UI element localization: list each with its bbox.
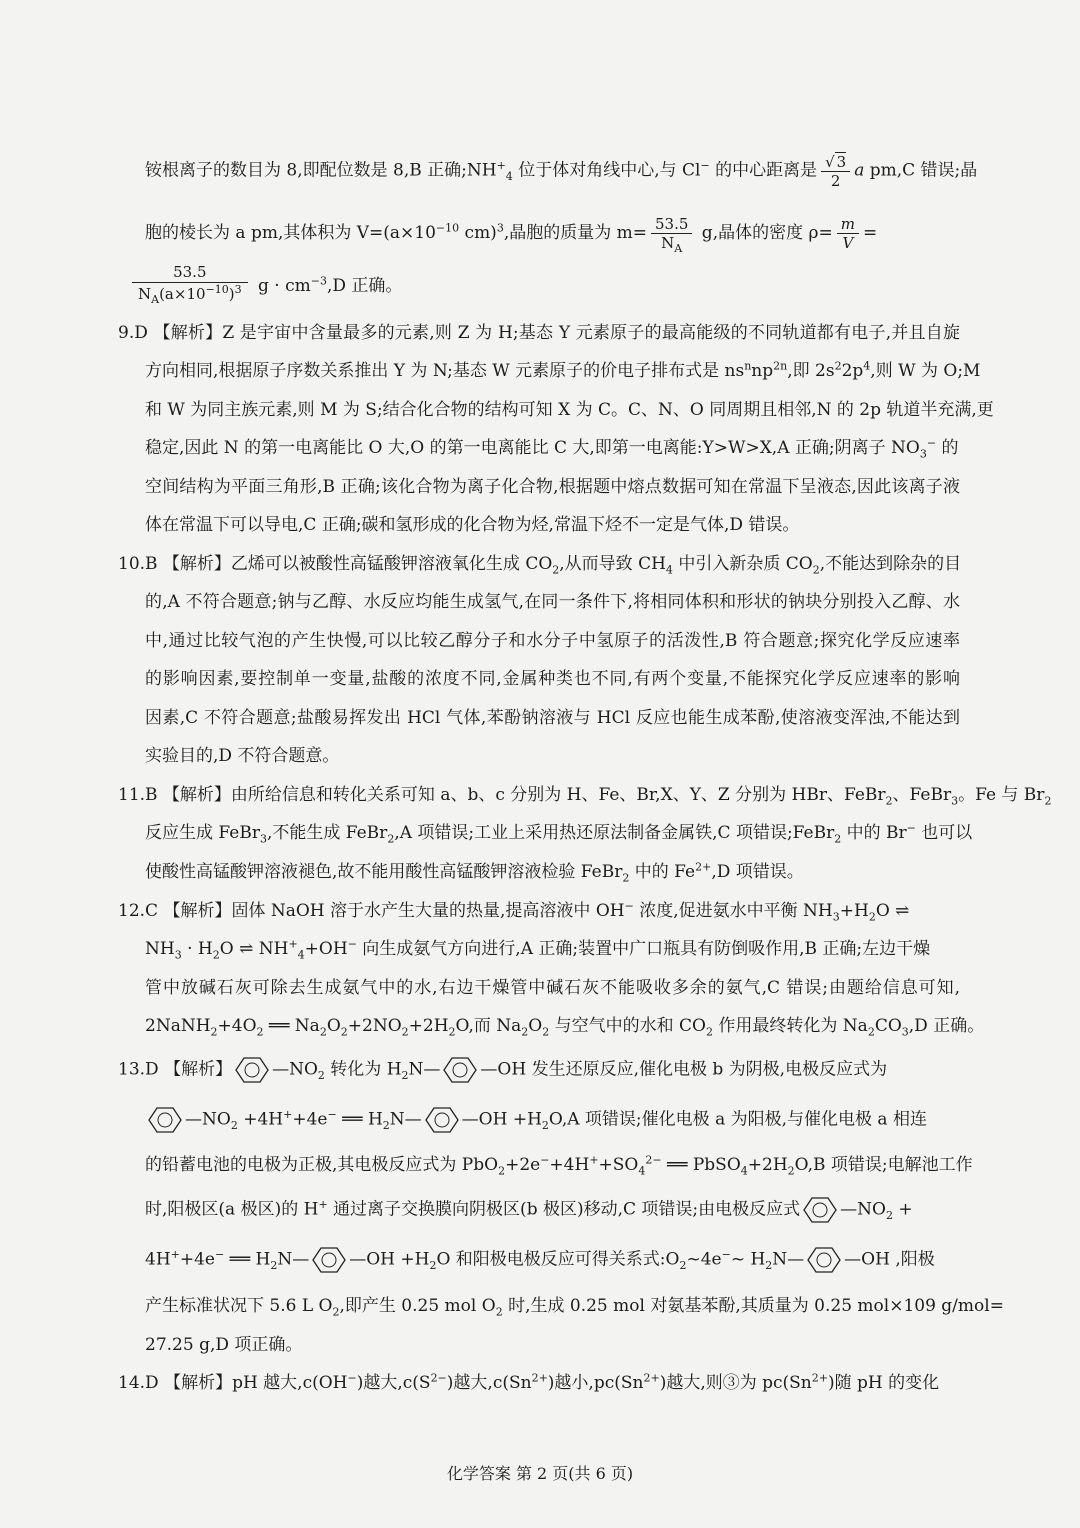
text: 稳定,因此 N 的第一电离能比 O 大,O 的第一电离能比 C 大,即第一电离能:Y>W>X,A 正确;阴离子 NO	[145, 438, 920, 458]
text: 位于体对角线中心,与 Cl	[512, 160, 701, 181]
q12-line-3	[145, 977, 960, 999]
text: 管中放碱石灰可除去生成氨气中的水,右边干燥管中碱石灰不能吸收多余的氨气,C 错误;由题给信息可知,	[145, 978, 960, 998]
text: 11.B 【解析】由所给信息和转化关系可知 a、b、c 分别为 H、Fe、Br,X、Y、Z 分别为 HBr、FeBr	[118, 785, 886, 805]
text: O,B 项错误;电解池工作	[794, 1155, 973, 1175]
q10-line-5	[145, 707, 960, 729]
text: g,晶体的密度 ρ=	[696, 223, 833, 243]
text: 中的 Fe	[629, 862, 696, 882]
text: 中的 Br	[841, 823, 907, 843]
q13-line-6: 产生标准状况下 5.6 L $O_2$,即产生 0.25 mol $O_2$ 时,生成 0.25 mol 对氨基苯酚,其质量为 0.25 mol×109 g/mol=	[145, 1296, 1004, 1319]
text: 的,A 不符合题意;钠与乙醇、水反应均能生成氢气,在同一条件下,将相同体积和形状的钠块分别投入乙醇、水	[145, 592, 960, 612]
text: )越大,c(S	[356, 1373, 431, 1393]
text: 也可以	[915, 823, 973, 843]
text: N—	[389, 1109, 422, 1130]
text: —OH +H	[461, 1109, 542, 1130]
text: 的铅蓄电池的电极为正极,其电极反应式为 PbO	[145, 1155, 499, 1175]
text: —OH +H	[349, 1249, 430, 1270]
text: O,而 Na	[455, 1016, 522, 1036]
text: np	[751, 361, 774, 381]
text: +OH	[304, 939, 348, 959]
text: g · cm	[258, 276, 311, 296]
text: +4e	[292, 1109, 328, 1130]
text: pm,C 错误;晶	[864, 160, 978, 181]
text: cm)	[459, 223, 497, 243]
text: O ⇌	[875, 901, 910, 921]
text: =	[862, 223, 878, 243]
text: 反应生成 FeBr	[145, 823, 260, 843]
text: N—	[408, 1059, 441, 1080]
text: +2e	[505, 1155, 541, 1175]
text: +2NO	[347, 1016, 402, 1036]
text: 14.D 【解析】pH 越大,c(OH	[118, 1373, 348, 1393]
text: )越小,pc(Sn	[547, 1373, 644, 1393]
text: N—	[277, 1249, 310, 1270]
q14-line-1: 14.D 【解析】pH 越大,c(OH−)越大$,c(S^{2-})$越大$,c(Sn^{2+})$越小$,pc(Sn^{2+})$越大,则③为 $pc(Sn^{2+})$随 pH 的变化	[118, 1371, 940, 1393]
benzene-ring-icon	[147, 1106, 183, 1134]
benzene-ring-icon	[442, 1056, 478, 1084]
text: 和 W 为同主族元素,则 M 为 S;结合化合物的结构可知 X 为 C。C、N、O 同周期且相邻,N 的 2p 轨道半充满,更	[145, 400, 994, 420]
q9-line-2: 方向相同,根据原子序数关系推出 Y 为 N;基态 W 元素原子的价电子排布式是 $ns^nnp^{2n}$,即 $2s^22p^4$,则 W 为 O;M	[145, 359, 981, 381]
denominator: $N_A(a\times 10^{-10})^3$	[138, 283, 242, 306]
density-fraction: $\frac{m}{V}$	[837, 215, 859, 252]
text: CO	[874, 1016, 902, 1036]
text: 4H	[145, 1249, 171, 1270]
sqrt3-over-2: $\frac{√ 3}{2}$	[821, 152, 850, 190]
text: 12.C 【解析】固体 NaOH 溶于水产生大量的热量,提高溶液中 OH	[118, 901, 625, 921]
q9-line-6	[145, 514, 960, 536]
text: O ⇌ NH	[219, 939, 289, 959]
text: 的中心距离是	[709, 160, 818, 181]
text: ══ H	[336, 1109, 383, 1130]
q9-line-1	[118, 322, 960, 344]
text: +2H	[747, 1155, 788, 1175]
text: ══ Na	[263, 1016, 320, 1036]
density-result-fraction	[132, 262, 248, 305]
q12-line-4: $2NaNH_2+4O_2$ ══ $Na_2O_2+2NO_2+2H_2O$,而 $Na_2O_2$ 与空气中的水和 $CO_2$ 作用最终转化为 $Na_2CO_3,D$ 正确。	[145, 1016, 985, 1039]
text: 中,通过比较气泡的产生快慢,可以比较乙醇分子和水分子中氢原子的活泼性,B 符合题意;探究化学反应速率	[145, 631, 960, 651]
benzene-ring-icon	[806, 1246, 842, 1274]
text: ══ H	[224, 1249, 271, 1270]
text: ~4e	[686, 1249, 722, 1270]
text: ,A 项错误;工业上采用热还原法制备金属铁,C 项错误;FeBr	[394, 823, 835, 843]
text: )越大,则③为 pc(Sn	[659, 1373, 812, 1393]
text: N—	[772, 1249, 805, 1270]
text: ,即 2s	[787, 361, 835, 381]
text: ,不能达到除杂的目	[819, 554, 962, 574]
text: 时,生成 0.25 mol 对氨基苯酚,其质量为 0.25 mol×109 g/mol=	[502, 1296, 1004, 1316]
q11-line-2: 反应生成 FeBr$_3$,不能生成 FeBr$_2$,A 项错误;工业上采用热还原法制备金属铁,C 项错误;FeBr$_2$ 中的 Br− 也可以	[145, 821, 973, 846]
q13-line-7	[145, 1334, 960, 1356]
text: +4H	[549, 1155, 590, 1175]
benzene-ring-icon	[311, 1246, 347, 1274]
text: +4O	[217, 1016, 257, 1036]
benzene-ring-icon	[802, 1196, 838, 1224]
text: ~ H	[730, 1249, 766, 1270]
text: NH	[145, 939, 175, 959]
text: ══ PbSO	[661, 1155, 741, 1175]
text: 的影响因素,要控制单一变量,盐酸的浓度不同,金属种类也不同,有两个变量,不能探究化学反应速率的影响	[145, 669, 960, 689]
text: 实验目的,D 不符合题意。	[145, 746, 340, 766]
text: —NO	[840, 1199, 886, 1220]
text: +2H	[408, 1016, 449, 1036]
text: +H	[839, 901, 869, 921]
text: 中引入新杂质 CO	[672, 554, 813, 574]
text: ,不能生成 FeBr	[266, 823, 388, 843]
q9-line-3	[145, 399, 994, 421]
text: ,D 正确。	[908, 1016, 985, 1036]
text: )随 pH 的变化	[827, 1373, 940, 1393]
text: O	[326, 1016, 341, 1036]
q13-line-5: 4H++4e− ══ $H_2N—$ —OH $+H_2O$ 和阳极电极反应可得关系式$:O_2\sim 4e^-\sim$ $H_2N—$ —OH ,阳极	[145, 1246, 960, 1274]
text: 使酸性高锰酸钾溶液褪色,故不能用酸性高锰酸钾溶液检验 FeBr	[145, 862, 623, 882]
text: +4e	[179, 1249, 215, 1270]
text: O 和阳极电极反应可得关系式:O	[436, 1249, 680, 1270]
q10-line-6	[145, 745, 960, 767]
text: 时,阳极区(a 极区)的 H	[145, 1199, 319, 1220]
text: O,A 项错误;催化电极 a 为阳极,与催化电极 a 相连	[548, 1109, 927, 1130]
text: 2p	[841, 361, 864, 381]
text: ,晶胞的质量为 m=	[503, 223, 647, 243]
q10-line-4	[145, 668, 960, 690]
text: 、FeBr	[892, 785, 952, 805]
text: —OH ,阳极	[844, 1249, 935, 1270]
text: —NO	[185, 1109, 231, 1130]
text: 2NaNH	[145, 1016, 211, 1036]
q13-line-2: $—NO_2 +4H^++4e^-$ ══ $H_2N—$ —OH $+H_2O,A$ 项错误;催化电极 a 为阳极,与催化电极 a 相连	[145, 1106, 960, 1134]
text: 9.D 【解析】Z 是宇宙中含量最多的元素,则 Z 为 H;基态 Y 元素原子的最高能级的不同轨道都有电子,并且自旋	[118, 323, 960, 343]
q8-line-3: $g \cdot cm^{-3},D$ 正确。	[258, 274, 403, 296]
text: ,D 正确。	[326, 276, 403, 296]
q8-line-2: 胞的棱长为 a pm,其体积为 $V=(a\times 10^{-10}$ cm)$^3$,晶胞的质量为 m= $\frac{53.5}{N_A}$ g,晶体的密度 ρ= $\frac{m}{V}$ =	[145, 215, 878, 255]
text: 胞的棱长为 a pm,其体积为 V=(a×10	[145, 223, 436, 243]
text: 。Fe 与 Br	[958, 785, 1045, 805]
text: 向生成氨气方向进行,A 正确;装置中广口瓶具有防倒吸作用,B 正确;左边干燥	[356, 939, 931, 959]
text: ,即产生 0.25 mol O	[339, 1296, 496, 1316]
q10-line-2	[145, 591, 960, 613]
text: 通过离子交换膜向阴极区(b 极区)移动,C 项错误;由电极反应式	[327, 1199, 801, 1220]
text: 作用最终转化为 Na	[713, 1016, 868, 1036]
q8-line-1: 铵根离子的数目为 8,即配位数是 8,B 正确$;NH^+_4$ 位于体对角线中心,与 Cl− 的中心距离是 $\frac{√ 3}{2}$ a pm,C 错误;晶	[145, 153, 978, 190]
q9-line-5	[145, 476, 960, 498]
benzene-ring-icon	[234, 1056, 270, 1084]
text: +4H	[237, 1109, 284, 1130]
text: +	[892, 1199, 913, 1220]
q10-line-3	[145, 630, 960, 652]
text: —NO	[272, 1059, 318, 1080]
q13-line-1: 13.D 【解析】 $—NO_2$ 转化为 $H_2N—$ —OH 发生还原反应,催化电极 b 为阴极,电极反应式为	[118, 1056, 960, 1084]
q11-line-1: 11.B 【解析】由所给信息和转化关系可知 a、b、c 分别为 H、Fe、Br,X、Y、Z 分别为 HBr、FeBr$_2$、FeBr$_3$。Fe 与 $Br_2$	[118, 785, 1052, 808]
text: 的	[936, 438, 959, 458]
text: ,则 W 为 O;M	[870, 361, 981, 381]
q9-line-4: 稳定,因此 N 的第一电离能比 O 大,O 的第一电离能比 C 大,即第一电离能:Y>W>X,A 正确;阴离子 $NO_3^-$ 的	[145, 436, 959, 461]
q10-line-1: 10.B 【解析】乙烯可以被酸性高锰酸钾溶液氧化生成 $CO_2$,从而导致 $CH_4$ 中引入新杂质 $CO_2$,不能达到除杂的目	[118, 554, 962, 577]
text: 转化为 H	[324, 1059, 402, 1080]
text: 浓度,促进氨水中平衡 NH	[633, 901, 833, 921]
text: 体在常温下可以导电,C 正确;碳和氢形成的化合物为烃,常温下烃不一定是气体,D 错误。	[145, 515, 800, 535]
text: +SO	[598, 1155, 639, 1175]
text: 方向相同,根据原子序数关系推出 Y 为 N;基态 W 元素原子的价电子排布式是 ns	[145, 361, 745, 381]
q13-line-3: 的铅蓄电池的电极为正极,其电极反应式为 $PbO_2+2e^-+4H^++SO_4^{2-}$ ══ $PbSO_4+2H_2O,B$ 项错误;电解池工作	[145, 1153, 973, 1178]
q12-line-1: 12.C 【解析】固体 NaOH 溶于水产生大量的热量,提高溶液中 OH− 浓度,促进氨水中平衡 $NH_3+H_2O$ ⇌	[118, 899, 910, 924]
numerator: 53.5	[132, 262, 248, 283]
text: 因素,C 不符合题意;盐酸易挥发出 HCl 气体,苯酚钠溶液与 HCl 反应也能生成苯酚,使溶液变浑浊,不能达到	[145, 708, 960, 728]
text: 空间结构为平面三角形,B 正确;该化合物为离子化合物,根据题中熔点数据可知在常温下呈液态,因此该离子液	[145, 477, 960, 497]
text: ,D 项错误。	[711, 862, 804, 882]
q13-line-4: 时,阳极区(a 极区)的 H+ 通过离子交换膜向阴极区(b 极区)移动,C 项错误;由电极反应式 $—NO_2$ +	[145, 1196, 960, 1224]
mass-fraction: $\frac{53.5}{N_A}$	[651, 215, 692, 252]
benzene-ring-icon	[424, 1106, 460, 1134]
text: )越大,c(Sn	[446, 1373, 532, 1393]
page-footer: 化学答案 第 2 页(共 6 页)	[446, 1464, 634, 1483]
text: · H	[181, 939, 213, 959]
text: 27.25 g,D 项正确。	[145, 1335, 303, 1355]
text: 与空气中的水和 CO	[549, 1016, 706, 1036]
q11-line-3: 使酸性高锰酸钾溶液褪色,故不能用酸性高锰酸钾溶液检验 FeBr$_2$ 中的 $Fe^{2+},D$ 项错误。	[145, 860, 804, 885]
text: 13.D 【解析】	[118, 1059, 233, 1080]
text: ,从而导致 CH	[559, 554, 666, 574]
text: —OH 发生还原反应,催化电极 b 为阴极,电极反应式为	[480, 1059, 888, 1080]
text: 产生标准状况下 5.6 L O	[145, 1296, 333, 1316]
text: 10.B 【解析】乙烯可以被酸性高锰酸钾溶液氧化生成 CO	[118, 554, 553, 574]
text: 铵根离子的数目为 8,即配位数是 8,B 正确;NH	[145, 160, 497, 181]
q12-line-2: $NH_3 \cdot H_2O$ ⇌ $NH^+_4+OH^-$ 向生成氨气方向进行,A 正确;装置中广口瓶具有防倒吸作用,B 正确;左边干燥	[145, 937, 931, 962]
